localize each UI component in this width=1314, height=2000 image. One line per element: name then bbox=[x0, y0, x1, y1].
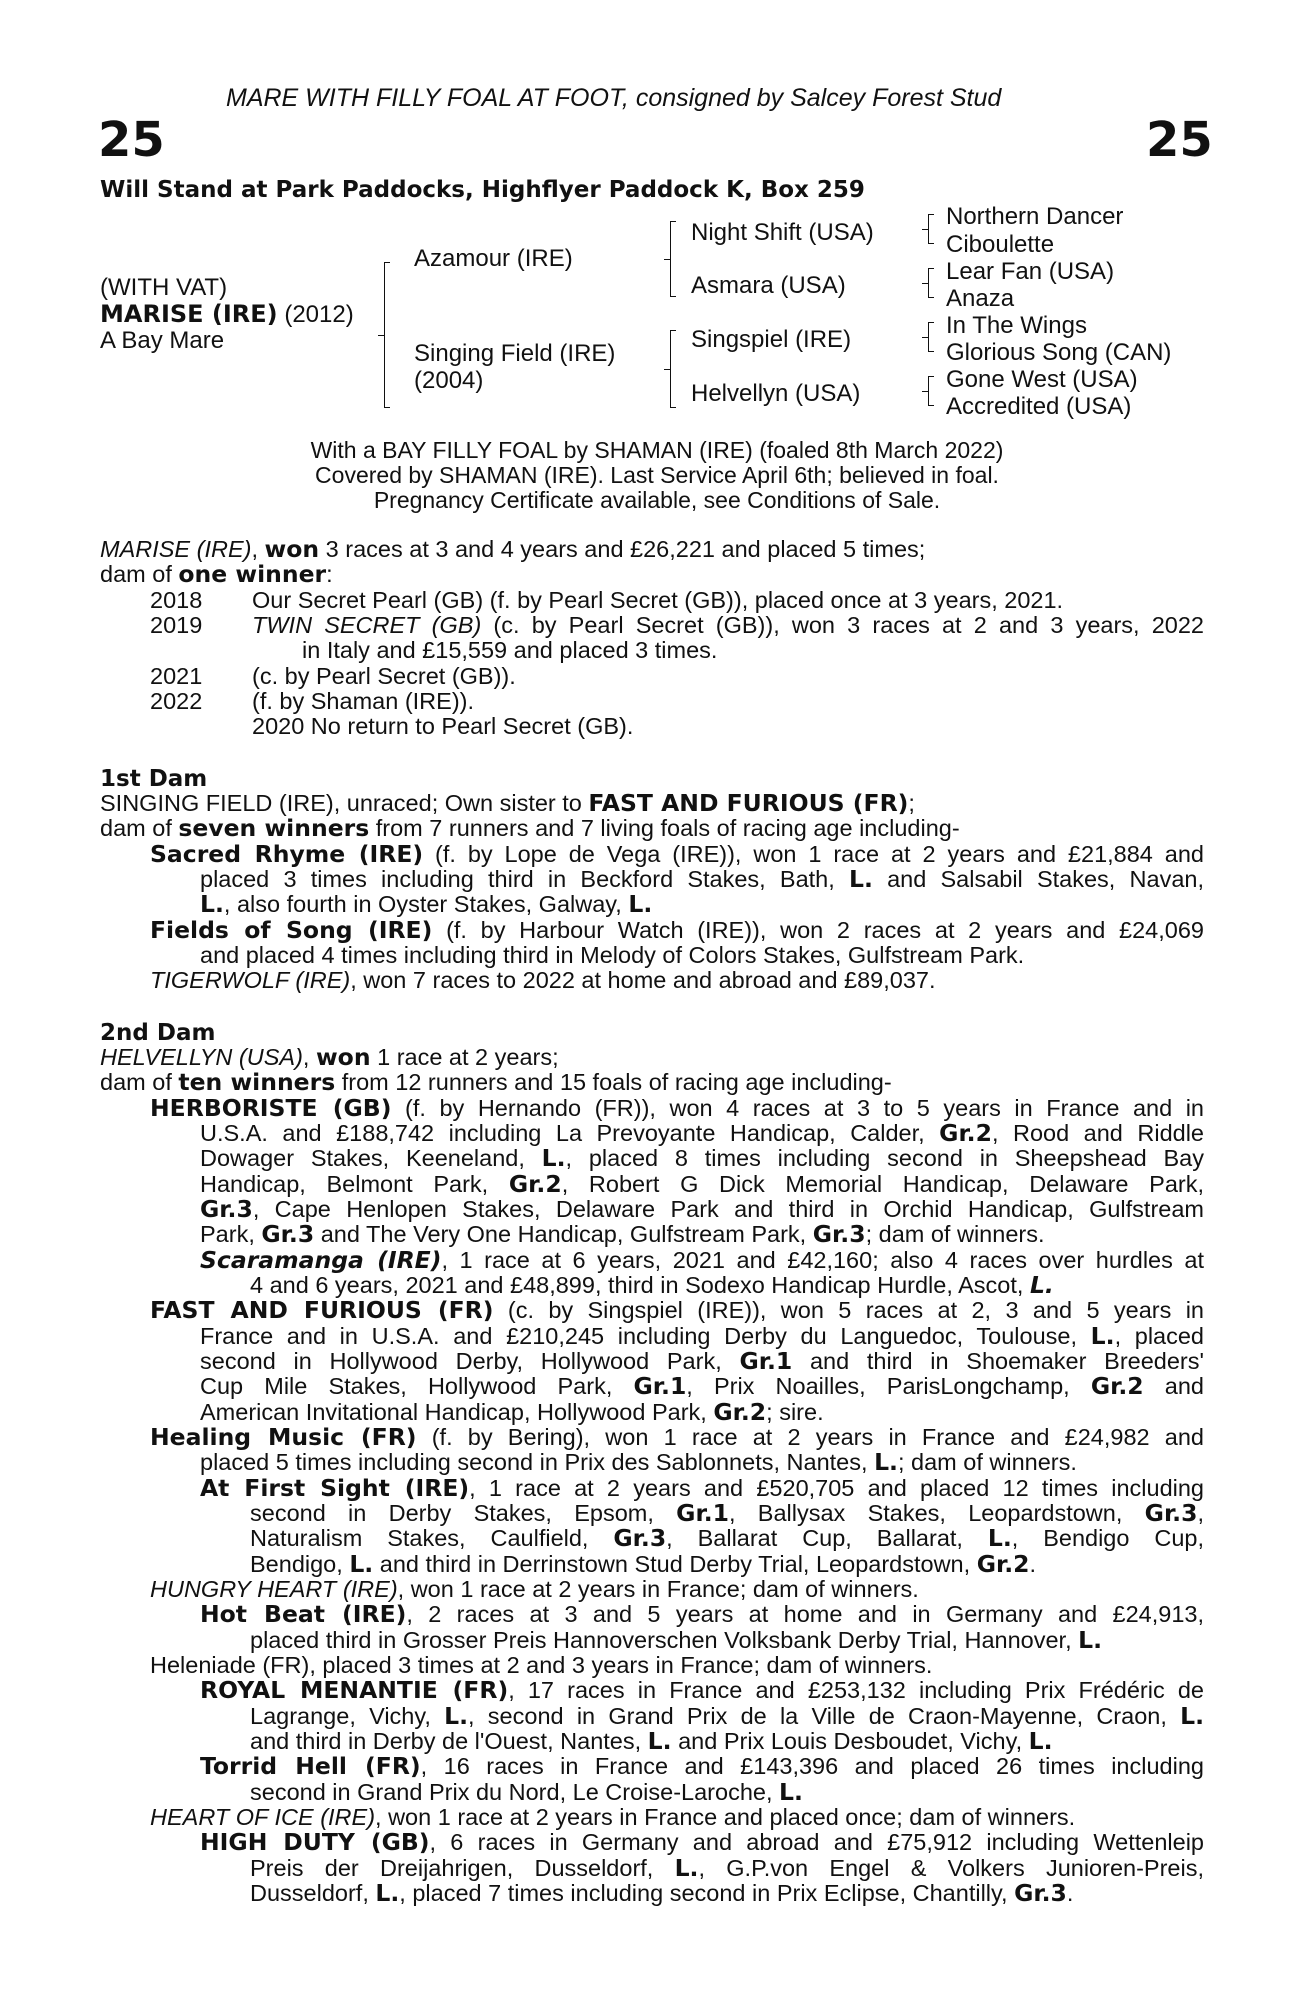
great-grandparent-5: In The Wings bbox=[946, 312, 1087, 339]
produce-note: 2020 No return to Pearl Secret (GB). bbox=[252, 713, 634, 739]
second-dam-record: HELVELLYN (USA), won 1 race at 2 years; bbox=[100, 1043, 559, 1071]
granddam-1: Asmara (USA) bbox=[691, 272, 846, 299]
produce-2018: Our Secret Pearl (GB) (f. by Pearl Secret (GB)), placed once at 3 years, 2021. bbox=[252, 587, 1064, 613]
great-grandparent-8: Accredited (USA) bbox=[946, 393, 1132, 420]
foal-line-1: With a BAY FILLY FOAL by SHAMAN (IRE) (foaled 8th March 2022) bbox=[310, 437, 1004, 463]
produce-year-2018: 2018 bbox=[150, 587, 203, 613]
lot-number-left: 25 bbox=[98, 112, 165, 168]
sire: Azamour (IRE) bbox=[414, 245, 573, 272]
produce-2022: (f. by Shaman (IRE)). bbox=[252, 688, 474, 714]
royal-menantie-cont-2: and third in Derby de l'Ouest, Nantes, L. and Prix Louis Desboudet, Vichy, L. bbox=[250, 1727, 1053, 1755]
herboriste-cont-1: U.S.A. and £188,742 including La Prevoyante Handicap, Calder, Gr.2, Rood and Riddle bbox=[200, 1119, 1204, 1147]
scaramanga-entry: Scaramanga (IRE), 1 race at 6 years, 2021 and £42,160; also 4 races over hurdles at bbox=[200, 1246, 1204, 1274]
dam-year: (2004) bbox=[414, 367, 484, 394]
torrid-hell-cont: second in Grand Prix du Nord, Le Croise-Laroche, L. bbox=[250, 1778, 803, 1806]
second-dam-heading: 2nd Dam bbox=[100, 1020, 216, 1046]
royal-menantie-entry: ROYAL MENANTIE (FR), 17 races in France and £253,132 including Prix Frédéric de bbox=[200, 1676, 1204, 1704]
sacred-rhyme-entry: Sacred Rhyme (IRE) (f. by Lope de Vega (IRE)), won 1 race at 2 years and £21,884 and bbox=[150, 840, 1204, 868]
heart-of-ice-entry: HEART OF ICE (IRE), won 1 race at 2 years in France and placed once; dam of winners. bbox=[150, 1804, 1076, 1830]
horse-year: (2012) bbox=[284, 301, 354, 328]
healing-music-entry: Healing Music (FR) (f. by Bering), won 1 race at 2 years in France and £24,982 and bbox=[150, 1423, 1204, 1451]
herboriste-entry: HERBORISTE (GB) (f. by Hernando (FR)), won 4 races at 3 to 5 years in France and in bbox=[150, 1094, 1204, 1122]
first-dam-record: SINGING FIELD (IRE), unraced; Own sister to FAST AND FURIOUS (FR); bbox=[100, 789, 915, 817]
great-grandparent-3: Lear Fan (USA) bbox=[946, 258, 1115, 285]
great-grandparent-7: Gone West (USA) bbox=[946, 366, 1138, 393]
produce-year-2022: 2022 bbox=[150, 688, 203, 714]
herboriste-cont-5: Park, Gr.3 and The Very One Handicap, Gulfstream Park, Gr.3; dam of winners. bbox=[200, 1220, 1045, 1248]
grandsire-1: Night Shift (USA) bbox=[691, 219, 874, 246]
produce-2021: (c. by Pearl Secret (GB)). bbox=[252, 663, 516, 689]
heleniade-entry: Heleniade (FR), placed 3 times at 2 and 3 years in France; dam of winners. bbox=[150, 1652, 933, 1678]
catalogue-header: MARE WITH FILLY FOAL AT FOOT, consigned by Salcey Forest Stud bbox=[226, 84, 1002, 112]
horse-name-line bbox=[100, 300, 354, 329]
great-grandparent-4: Anaza bbox=[946, 285, 1015, 312]
great-grandparent-2: Ciboulette bbox=[946, 231, 1055, 258]
fast-and-furious-cont-3: Cup Mile Stakes, Hollywood Park, Gr.1, Prix Noailles, ParisLongchamp, Gr.2 and bbox=[200, 1372, 1204, 1400]
fast-and-furious-cont-1: France and in U.S.A. and £210,245 including Derby du Languedoc, Toulouse, L., placed bbox=[200, 1322, 1205, 1350]
at-first-sight-cont-1: second in Derby Stakes, Epsom, Gr.1, Ballysax Stakes, Leopardstown, Gr.3, bbox=[250, 1499, 1204, 1527]
grandsire-2: Singspiel (IRE) bbox=[691, 326, 852, 353]
at-first-sight-cont-3: Bendigo, L. and third in Derrinstown Stud Derby Trial, Leopardstown, Gr.2. bbox=[250, 1550, 1037, 1578]
mare-produce-summary: dam of one winner: bbox=[100, 560, 333, 588]
produce-year-2021: 2021 bbox=[150, 663, 203, 689]
high-duty-cont-2: Dusseldorf, L., placed 7 times including second in Prix Eclipse, Chantilly, Gr.3. bbox=[250, 1879, 1074, 1907]
royal-menantie-cont-1: Lagrange, Vichy, L., second in Grand Prix de la Ville de Craon-Mayenne, Craon, L. bbox=[250, 1702, 1204, 1730]
first-dam-produce: dam of seven winners from 7 runners and 7 living foals of racing age including- bbox=[100, 814, 960, 842]
fields-of-song-entry: Fields of Song (IRE) (f. by Harbour Watch (IRE)), won 2 races at 2 years and £24,069 bbox=[150, 916, 1204, 944]
healing-music-cont: placed 5 times including second in Prix des Sablonnets, Nantes, L.; dam of winners. bbox=[200, 1448, 1077, 1476]
dam-name: Singing Field (IRE) bbox=[414, 340, 616, 367]
hot-beat-cont: placed third in Grosser Preis Hannoverschen Volksbank Derby Trial, Hannover, L. bbox=[250, 1626, 1103, 1654]
vat-note: (WITH VAT) bbox=[100, 274, 228, 301]
first-dam-heading: 1st Dam bbox=[100, 766, 208, 792]
fast-and-furious-entry: FAST AND FURIOUS (FR) (c. by Singspiel (IRE)), won 5 races at 2, 3 and 5 years in bbox=[150, 1296, 1204, 1324]
hot-beat-entry: Hot Beat (IRE), 2 races at 3 and 5 years at home and in Germany and £24,913, bbox=[200, 1600, 1204, 1628]
produce-2019: TWIN SECRET (GB) (c. by Pearl Secret (GB)), won 3 races at 2 and 3 years, 2022 bbox=[252, 612, 1204, 638]
lot-number-right: 25 bbox=[1146, 112, 1213, 168]
fields-of-song-cont: and placed 4 times including third in Melody of Colors Stakes, Gulfstream Park. bbox=[200, 942, 1025, 968]
produce-year-2019: 2019 bbox=[150, 612, 203, 638]
foal-line-3: Pregnancy Certificate available, see Conditions of Sale. bbox=[373, 487, 941, 513]
herboriste-cont-2: Dowager Stakes, Keeneland, L., placed 8 times including second in Sheepshead Bay bbox=[200, 1144, 1204, 1172]
foal-line-2: Covered by SHAMAN (IRE). Last Service April 6th; believed in foal. bbox=[315, 462, 999, 488]
great-grandparent-1: Northern Dancer bbox=[946, 203, 1124, 230]
horse-description: A Bay Mare bbox=[100, 327, 225, 354]
at-first-sight-entry: At First Sight (IRE), 1 race at 2 years and £520,705 and placed 12 times including bbox=[200, 1474, 1204, 1502]
high-duty-entry: HIGH DUTY (GB), 6 races in Germany and abroad and £75,912 including Wettenleip bbox=[200, 1828, 1204, 1856]
fast-and-furious-cont-2: second in Hollywood Derby, Hollywood Park, Gr.1 and third in Shoemaker Breeders' bbox=[200, 1347, 1204, 1375]
stable-location: Will Stand at Park Paddocks, Highflyer Paddock K, Box 259 bbox=[100, 177, 865, 203]
sacred-rhyme-cont-1: placed 3 times including third in Beckford Stakes, Bath, L. and Salsabil Stakes, Navan, bbox=[200, 865, 1204, 893]
at-first-sight-cont-2: Naturalism Stakes, Caulfield, Gr.3, Ballarat Cup, Ballarat, L., Bendigo Cup, bbox=[250, 1524, 1204, 1552]
great-grandparent-6: Glorious Song (CAN) bbox=[946, 339, 1172, 366]
granddam-2: Helvellyn (USA) bbox=[691, 380, 861, 407]
tigerwolf-entry: TIGERWOLF (IRE), won 7 races to 2022 at home and abroad and £89,037. bbox=[150, 967, 936, 993]
torrid-hell-entry: Torrid Hell (FR), 16 races in France and £143,396 and placed 26 times including bbox=[200, 1752, 1204, 1780]
horse-name: MARISE (IRE) bbox=[100, 300, 278, 328]
sacred-rhyme-cont-2: L., also fourth in Oyster Stakes, Galway, L. bbox=[200, 890, 653, 918]
produce-2019-cont: in Italy and £15,559 and placed 3 times. bbox=[302, 637, 718, 663]
mare-record: MARISE (IRE), won 3 races at 3 and 4 years and £26,221 and placed 5 times; bbox=[100, 535, 926, 563]
scaramanga-cont: 4 and 6 years, 2021 and £48,899, third in Sodexo Handicap Hurdle, Ascot, L. bbox=[250, 1271, 1054, 1299]
hungry-heart-entry: HUNGRY HEART (IRE), won 1 race at 2 years in France; dam of winners. bbox=[150, 1576, 919, 1602]
herboriste-cont-4: Gr.3, Cape Henlopen Stakes, Delaware Park and third in Orchid Handicap, Gulfstream bbox=[200, 1195, 1204, 1223]
second-dam-produce: dam of ten winners from 12 runners and 15 foals of racing age including- bbox=[100, 1068, 892, 1096]
fast-and-furious-cont-4: American Invitational Handicap, Hollywood Park, Gr.2; sire. bbox=[200, 1398, 824, 1426]
herboriste-cont-3: Handicap, Belmont Park, Gr.2, Robert G Dick Memorial Handicap, Delaware Park, bbox=[200, 1170, 1204, 1198]
high-duty-cont-1: Preis der Dreijahrigen, Dusseldorf, L., G.P.von Engel & Volkers Junioren-Preis, bbox=[250, 1854, 1204, 1882]
